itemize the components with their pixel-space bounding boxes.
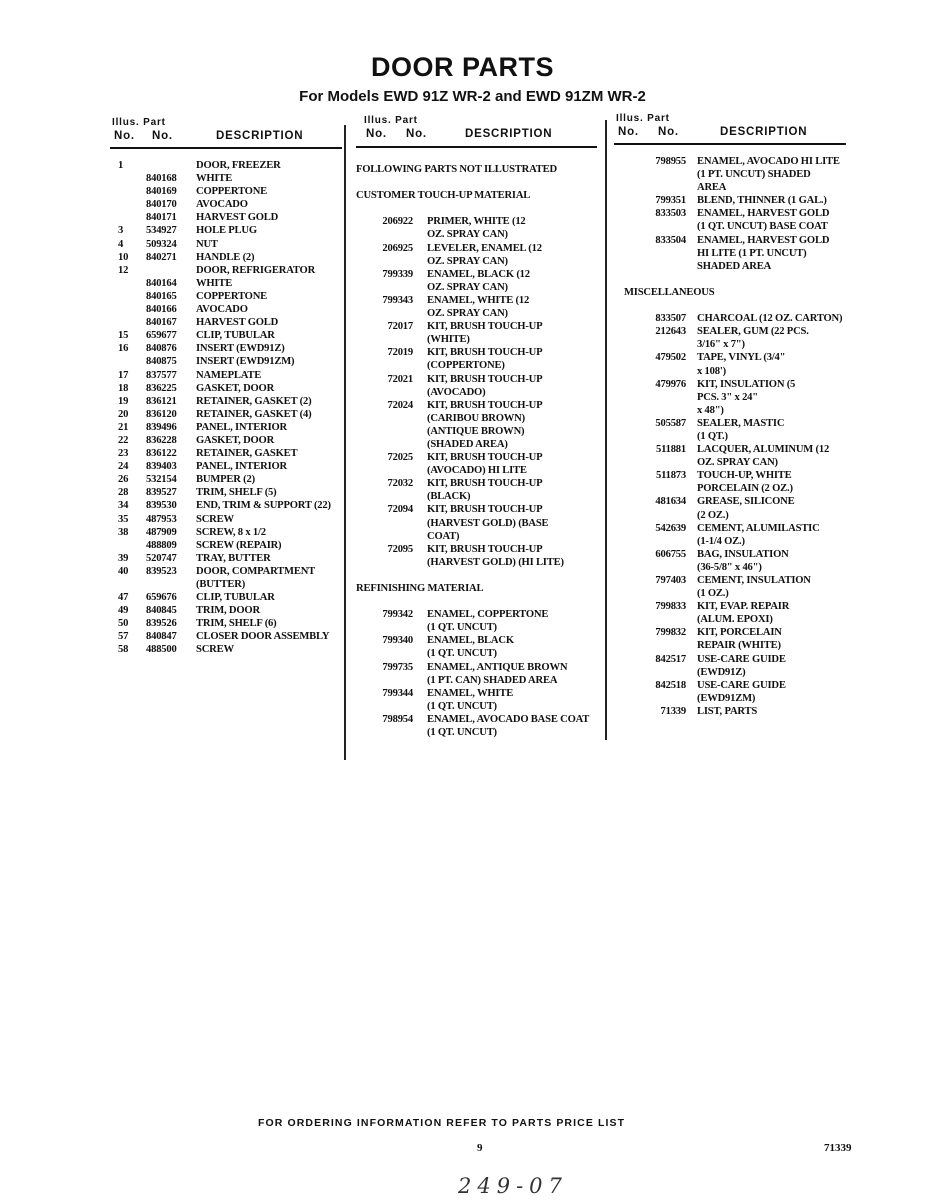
part-number: 840847 — [146, 631, 177, 643]
part-row — [624, 312, 854, 325]
part-description: BLEND, THINNER (1 GAL.) — [697, 195, 827, 207]
part-description: USE-CARE GUIDE (EWD91ZM) — [697, 679, 786, 704]
header-rule — [110, 147, 342, 149]
part-description: PANEL, INTERIOR — [196, 421, 287, 433]
part-number: 840167 — [146, 317, 177, 329]
part-description: PANEL, INTERIOR — [196, 461, 287, 473]
part-description: COPPERTONE — [196, 290, 268, 302]
header-description: DESCRIPTION — [216, 130, 304, 142]
part-row — [118, 408, 344, 421]
part-row — [356, 713, 604, 739]
part-description: GASKET, DOOR — [196, 382, 275, 394]
part-row — [356, 661, 604, 687]
part-row — [118, 486, 344, 499]
part-row — [356, 634, 604, 660]
page-title: DOOR PARTS — [370, 52, 554, 82]
column-header-3 — [616, 113, 846, 142]
part-row — [624, 548, 854, 574]
part-row — [118, 421, 344, 434]
part-number: 72019 — [387, 347, 413, 359]
part-description: ENAMEL, HARVEST GOLD HI LITE (1 PT. UNCUT) SHADED AREA — [697, 234, 830, 272]
part-number: 842518 — [655, 679, 686, 691]
part-description: HARVEST GOLD — [196, 317, 279, 329]
part-number: 488500 — [146, 644, 177, 656]
part-number: 479502 — [655, 352, 686, 364]
part-description: ENAMEL, AVOCADO HI LITE (1 PT. UNCUT) SHADED AREA — [697, 156, 840, 194]
part-description: KIT, EVAP. REPAIR (ALUM. EPOXI) — [697, 601, 790, 626]
illus-number: 22 — [118, 434, 129, 446]
ordering-note: FOR ORDERING INFORMATION REFER TO PARTS PRICE LIST — [258, 1117, 626, 1129]
part-number: 799833 — [655, 601, 686, 613]
part-description: ENAMEL, HARVEST GOLD (1 QT. UNCUT) BASE COAT — [697, 208, 830, 233]
header-description: DESCRIPTION — [720, 126, 808, 138]
part-number: 839403 — [146, 461, 177, 473]
part-row — [118, 316, 344, 329]
part-description: NUT — [196, 238, 218, 250]
part-number: 842517 — [655, 653, 686, 665]
section-heading: MISCELLANEOUS — [624, 286, 715, 298]
part-description: ENAMEL, AVOCADO BASE COAT (1 QT. UNCUT) — [427, 713, 590, 739]
part-row — [624, 378, 854, 417]
part-number: 833504 — [655, 234, 686, 246]
part-description: LACQUER, ALUMINUM (12 OZ. SPRAY CAN) — [697, 444, 830, 469]
header-illus-no: No. — [366, 128, 387, 140]
part-row — [118, 473, 344, 486]
part-number: 840875 — [146, 356, 177, 368]
part-row — [356, 215, 604, 241]
part-description: WHITE — [196, 277, 233, 289]
illus-number: 17 — [118, 369, 129, 381]
part-number: 839526 — [146, 618, 177, 630]
part-description: TRIM, DOOR — [196, 605, 260, 617]
part-number: 72095 — [387, 543, 413, 555]
part-row — [118, 617, 344, 630]
part-row — [624, 626, 854, 652]
part-description: SEALER, MASTIC (1 QT.) — [697, 417, 785, 442]
part-row — [356, 294, 604, 320]
part-row — [624, 443, 854, 469]
part-row — [118, 198, 344, 211]
illus-number: 34 — [118, 500, 129, 512]
page-number: 9 — [477, 1142, 483, 1154]
part-number: 799344 — [382, 687, 413, 699]
part-number: 72094 — [387, 504, 413, 516]
part-row — [118, 329, 344, 342]
part-description: TRIM, SHELF (6) — [196, 618, 277, 630]
parts-column-3 — [624, 155, 854, 718]
part-description: INSERT (EWD91Z) — [196, 343, 285, 355]
part-row — [118, 224, 344, 237]
illus-number: 57 — [118, 631, 129, 643]
part-description: ENAMEL, BLACK (1 QT. UNCUT) — [427, 635, 514, 660]
header-illus-no: No. — [114, 130, 135, 142]
part-description: KIT, BRUSH TOUCH-UP (WHITE) — [427, 321, 543, 346]
part-description: WHITE — [196, 173, 233, 185]
header-part-no: No. — [152, 130, 173, 142]
part-description: KIT, INSULATION (5 PCS. 3" x 24" x 48") — [697, 378, 796, 416]
part-description: KIT, BRUSH TOUCH-UP (AVOCADO) — [427, 373, 543, 398]
parts-column-1 — [118, 159, 344, 657]
part-description: LIST, PARTS — [697, 705, 758, 717]
part-number: 206922 — [382, 216, 413, 228]
part-row — [356, 451, 604, 477]
illus-number: 38 — [118, 526, 129, 538]
part-row — [356, 608, 604, 634]
part-description: PRIMER, WHITE (12 OZ. SPRAY CAN) — [427, 216, 526, 241]
part-row — [118, 277, 344, 290]
part-number: 798954 — [382, 713, 413, 725]
part-row — [118, 604, 344, 617]
part-row — [118, 264, 344, 277]
illus-number: 58 — [118, 644, 129, 656]
part-description: CEMENT, ALUMILASTIC (1-1/4 OZ.) — [697, 522, 820, 547]
part-row — [356, 543, 604, 569]
part-row — [624, 574, 854, 600]
part-row — [118, 211, 344, 224]
part-row — [118, 434, 344, 447]
part-number: 72017 — [387, 321, 413, 333]
part-number: 532154 — [146, 474, 177, 486]
part-number: 659677 — [146, 330, 177, 342]
part-description: SCREW, 8 x 1/2 — [196, 526, 266, 538]
part-number: 840171 — [146, 212, 177, 224]
part-description: LEVELER, ENAMEL (12 OZ. SPRAY CAN) — [427, 242, 542, 267]
part-description: INSERT (EWD91ZM) — [196, 356, 295, 368]
part-description: CLIP, TUBULAR — [196, 330, 275, 342]
part-number: 799351 — [655, 195, 686, 207]
illus-number: 18 — [118, 382, 129, 394]
part-number: 206925 — [382, 242, 413, 254]
part-number: 797403 — [655, 575, 686, 586]
part-row — [118, 369, 344, 382]
part-number: 833507 — [655, 313, 686, 325]
illus-number: 15 — [118, 330, 129, 342]
column-divider — [344, 125, 346, 760]
part-description: RETAINER, GASKET (2) — [196, 395, 312, 407]
part-description: COPPERTONE — [196, 186, 268, 198]
illus-number: 21 — [118, 421, 129, 433]
part-description: KIT, BRUSH TOUCH-UP (COPPERTONE) — [427, 347, 543, 372]
part-description: HANDLE (2) — [196, 251, 255, 263]
part-number: 799340 — [382, 635, 413, 647]
part-description: DOOR, REFRIGERATOR — [196, 264, 316, 276]
part-number: 481634 — [655, 496, 686, 508]
part-number: 833503 — [655, 208, 686, 220]
part-description: TOUCH-UP, WHITE PORCELAIN (2 OZ.) — [697, 470, 793, 495]
models-subtitle: For Models EWD 91Z WR-2 and EWD 91ZM WR-2 — [299, 88, 646, 105]
part-number: 487909 — [146, 526, 177, 538]
part-description: NAMEPLATE — [196, 369, 262, 381]
part-description: BUMPER (2) — [196, 474, 255, 486]
part-number: 799735 — [382, 661, 413, 673]
part-number: 542639 — [655, 522, 686, 534]
part-number: 479976 — [655, 378, 686, 390]
part-number: 72021 — [387, 373, 413, 385]
part-row — [624, 653, 854, 679]
part-row — [118, 591, 344, 604]
illus-number: 4 — [118, 238, 124, 250]
part-description: CEMENT, INSULATION (1 OZ.) — [697, 575, 811, 600]
part-number: 212643 — [655, 326, 686, 338]
part-number: 840845 — [146, 605, 177, 617]
part-description: TRIM, SHELF (5) — [196, 487, 277, 499]
column-divider — [605, 120, 607, 740]
part-description: SCREW — [196, 644, 234, 656]
part-number: 836225 — [146, 382, 177, 394]
column-header-1 — [112, 117, 342, 146]
header-illus-part: Illus. Part — [364, 115, 418, 126]
part-description: KIT, BRUSH TOUCH-UP (BLACK) — [427, 478, 543, 503]
part-row — [118, 355, 344, 368]
part-number: 836122 — [146, 448, 177, 460]
parts-column-2 — [356, 163, 604, 739]
part-description: GREASE, SILICONE (2 OZ.) — [697, 496, 795, 521]
part-description: ENAMEL, WHITE (1 QT. UNCUT) — [427, 687, 514, 712]
part-row — [624, 417, 854, 443]
part-number: 534927 — [146, 225, 177, 237]
part-description: ENAMEL, ANTIQUE BROWN (1 PT. CAN) SHADED AREA — [427, 661, 568, 686]
part-row — [118, 552, 344, 565]
illus-number: 16 — [118, 343, 129, 355]
part-row — [624, 351, 854, 377]
part-description: USE-CARE GUIDE (EWD91Z) — [697, 653, 786, 678]
part-number: 799339 — [382, 268, 413, 280]
part-row — [118, 303, 344, 316]
illus-number: 1 — [118, 160, 124, 171]
part-description: SEALER, GUM (22 PCS. 3/16" x 7") — [697, 326, 809, 351]
part-description: CLIP, TUBULAR — [196, 592, 275, 604]
header-rule — [614, 143, 846, 145]
part-row — [118, 342, 344, 355]
part-row — [624, 469, 854, 495]
part-row — [624, 234, 854, 273]
part-description: KIT, PORCELAIN REPAIR (WHITE) — [697, 627, 782, 652]
part-number: 799342 — [382, 609, 413, 621]
illus-number: 39 — [118, 552, 129, 564]
part-row — [118, 172, 344, 185]
document-number: 71339 — [824, 1142, 852, 1154]
part-number: 606755 — [655, 548, 686, 560]
part-number: 72032 — [387, 478, 413, 490]
section-heading: REFINISHING MATERIAL — [356, 583, 484, 594]
illus-number: 23 — [118, 448, 129, 460]
part-description: CLOSER DOOR ASSEMBLY — [196, 631, 330, 643]
part-description: ENAMEL, COPPERTONE (1 QT. UNCUT) — [427, 609, 549, 634]
part-description: ENAMEL, WHITE (12 OZ. SPRAY CAN) — [427, 294, 530, 320]
part-number: 72024 — [387, 399, 413, 411]
section-heading: CUSTOMER TOUCH-UP MATERIAL — [356, 190, 531, 202]
illus-number: 47 — [118, 592, 129, 604]
part-row — [118, 643, 344, 656]
part-row — [118, 447, 344, 460]
part-description: TAPE, VINYL (3/4" x 108') — [697, 352, 786, 377]
part-number: 488809 — [146, 539, 177, 551]
part-description: CHARCOAL (12 OZ. CARTON) — [697, 313, 843, 325]
part-row — [356, 373, 604, 399]
illus-number: 50 — [118, 618, 129, 630]
part-description: KIT, BRUSH TOUCH-UP (CARIBOU BROWN) (ANTIQUE BROWN) (SHADED AREA) — [427, 399, 543, 450]
header-illus-no: No. — [618, 126, 639, 138]
part-row — [624, 679, 854, 705]
part-description: HOLE PLUG — [196, 225, 257, 237]
part-row — [356, 687, 604, 713]
part-row — [118, 513, 344, 526]
part-row — [356, 346, 604, 372]
part-number: 487953 — [146, 513, 177, 525]
part-description: HARVEST GOLD — [196, 212, 279, 224]
part-number: 799832 — [655, 627, 686, 639]
part-number: 511873 — [656, 470, 686, 482]
illus-number: 28 — [118, 487, 129, 499]
part-row — [356, 268, 604, 294]
part-description: DOOR, FREEZER — [196, 160, 281, 171]
part-number: 836121 — [146, 395, 177, 407]
part-row — [356, 503, 604, 542]
part-number: 839496 — [146, 421, 177, 433]
part-number: 840876 — [146, 343, 177, 355]
part-row — [624, 522, 854, 548]
part-number: 837577 — [146, 369, 177, 381]
illus-number: 10 — [118, 251, 129, 263]
part-row — [118, 159, 344, 172]
handwritten-note: 249-07 — [458, 1174, 568, 1198]
illus-number: 19 — [118, 395, 129, 407]
part-number: 836120 — [146, 408, 177, 420]
part-row — [356, 320, 604, 346]
header-illus-part: Illus. Part — [616, 113, 670, 124]
part-number: 505587 — [655, 417, 686, 429]
illus-number: 20 — [118, 408, 129, 420]
part-number: 840166 — [146, 304, 177, 316]
illus-number: 3 — [118, 225, 124, 237]
section-heading: FOLLOWING PARTS NOT ILLUSTRATED — [356, 164, 557, 175]
part-number: 840168 — [146, 173, 177, 185]
illus-number: 12 — [118, 264, 129, 276]
part-row — [624, 325, 854, 351]
part-description: SCREW — [196, 513, 234, 525]
part-row — [624, 705, 854, 718]
part-row — [118, 251, 344, 264]
part-number: 840271 — [146, 251, 177, 263]
part-description: RETAINER, GASKET — [196, 448, 298, 460]
part-description: TRAY, BUTTER — [196, 552, 271, 564]
part-number: 840169 — [146, 186, 177, 198]
part-number: 839523 — [146, 565, 177, 577]
part-row — [118, 382, 344, 395]
header-part-no: No. — [658, 126, 679, 138]
part-number: 520747 — [146, 552, 177, 564]
part-description: AVOCADO — [196, 199, 248, 211]
part-row — [118, 539, 344, 552]
part-description: ENAMEL, BLACK (12 OZ. SPRAY CAN) — [427, 268, 530, 293]
part-number: 839527 — [146, 487, 177, 499]
part-number: 840165 — [146, 290, 177, 302]
part-description: END, TRIM & SUPPORT (22) — [196, 500, 331, 512]
illus-number: 24 — [118, 461, 129, 473]
part-row — [356, 399, 604, 451]
part-row — [118, 499, 344, 512]
illus-number: 26 — [118, 474, 129, 486]
part-row — [118, 185, 344, 198]
part-row — [118, 630, 344, 643]
part-number: 72025 — [387, 452, 413, 464]
illus-number: 40 — [118, 565, 129, 577]
header-illus-part: Illus. Part — [112, 117, 166, 128]
part-row — [356, 242, 604, 268]
part-description: GASKET, DOOR — [196, 434, 275, 446]
header-description: DESCRIPTION — [465, 128, 553, 140]
part-description: KIT, BRUSH TOUCH-UP (AVOCADO) HI LITE — [427, 452, 543, 477]
column-header-2 — [364, 115, 594, 144]
part-description: SCREW (REPAIR) — [196, 539, 282, 551]
part-row — [118, 238, 344, 251]
part-number: 799343 — [382, 294, 413, 306]
part-row — [118, 460, 344, 473]
part-row — [624, 495, 854, 521]
illus-number: 35 — [118, 513, 129, 525]
part-description: RETAINER, GASKET (4) — [196, 408, 312, 420]
part-number: 840170 — [146, 199, 177, 211]
part-number: 71339 — [660, 705, 686, 717]
part-number: 836228 — [146, 434, 177, 446]
part-row — [118, 526, 344, 539]
part-row — [118, 565, 344, 591]
part-row — [624, 194, 854, 207]
part-number: 511881 — [656, 444, 686, 456]
part-row — [624, 600, 854, 626]
part-description: BAG, INSULATION (36-5/8" x 46") — [697, 548, 789, 573]
illus-number: 49 — [118, 605, 129, 617]
part-row — [356, 477, 604, 503]
part-number: 839530 — [146, 500, 177, 512]
part-row — [624, 155, 854, 194]
part-description: KIT, BRUSH TOUCH-UP (HARVEST GOLD) (BASE COAT) — [427, 504, 549, 542]
part-description: DOOR, COMPARTMENT (BUTTER) — [196, 565, 316, 590]
part-description: AVOCADO — [196, 304, 248, 316]
part-description: KIT, BRUSH TOUCH-UP (HARVEST GOLD) (HI LITE) — [427, 543, 564, 568]
part-row — [118, 395, 344, 408]
part-number: 659676 — [146, 592, 177, 604]
header-rule — [356, 146, 597, 148]
header-part-no: No. — [406, 128, 427, 140]
part-row — [624, 207, 854, 233]
part-number: 509324 — [146, 238, 177, 250]
part-number: 798955 — [655, 156, 686, 167]
part-number: 840164 — [146, 277, 177, 289]
part-row — [118, 290, 344, 303]
